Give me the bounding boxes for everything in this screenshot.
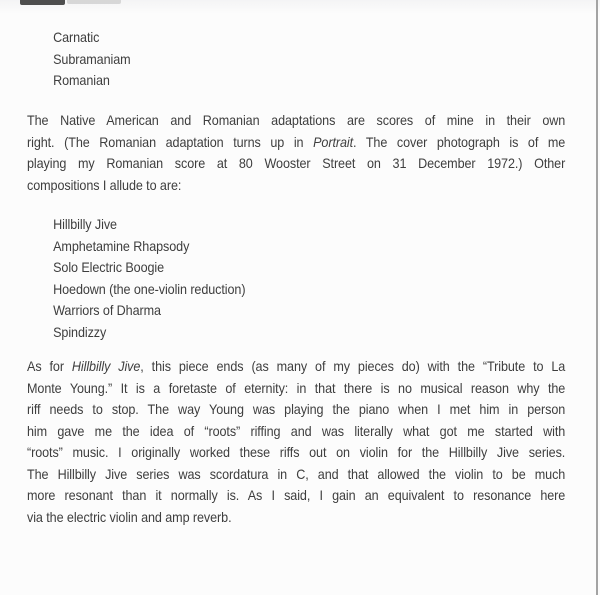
text-segment: The Hillbilly Jive series was scordatura in C, and that allowed the violin to be much (27, 465, 566, 482)
paragraph-hillbilly-jive (27, 356, 565, 528)
text-line (27, 485, 565, 507)
scan-artifact-dark-mark (20, 0, 65, 5)
list-item: Warriors of Dharma (53, 302, 161, 318)
text-line (27, 464, 565, 486)
list-item: Amphetamine Rhapsody (53, 237, 190, 254)
text-segment: compositions I allude to are: (27, 176, 182, 193)
list-item: Hillbilly Jive (53, 216, 117, 232)
text-segment: As for (27, 358, 72, 374)
text-segment: Monte Young.” It is a foretaste of eternity: in that there is no musical reason why the (27, 379, 566, 396)
text-line (27, 153, 565, 175)
text-line (27, 378, 565, 400)
text-segment: via the electric violin and amp reverb. (27, 508, 232, 525)
text-line (27, 175, 565, 197)
text-segment: playing my Romanian score at 80 Wooster Street on 31 December 1972.) Other (27, 155, 566, 171)
scan-artifact-light-mark (67, 0, 121, 4)
text-line (27, 399, 565, 421)
text-line (27, 132, 565, 154)
text-line (27, 421, 565, 443)
text-segment: “roots” music. I originally worked these riffs out on violin for the Hillbilly Jive series. (27, 444, 566, 460)
italic-work-title: Hillbilly Jive (71, 358, 141, 374)
page-edge-line (596, 0, 598, 595)
text-line (27, 110, 565, 132)
text-line (27, 507, 565, 529)
list-item: Romanian (53, 72, 110, 88)
text-segment: riff needs to stop. The way Young was playing the piano when I met him in person (27, 401, 566, 417)
list-item: Spindizzy (53, 323, 107, 340)
italic-work-title: Portrait (313, 133, 354, 150)
text-segment: . The cover photograph is of me (353, 133, 566, 150)
paragraph-adaptations (27, 110, 565, 196)
text-segment: , this piece ends (as many of my pieces do) with the “Tribute to La (140, 358, 566, 374)
text-line (27, 442, 565, 464)
list-item: Subramaniam (53, 50, 131, 67)
list-item: Hoedown (the one-violin reduction) (53, 280, 246, 297)
composition-list (27, 214, 565, 343)
text-segment: him gave me the idea of “roots” riffing and was literally what got me started with (27, 422, 566, 439)
list-item: Solo Electric Boogie (53, 259, 165, 275)
list-item: Carnatic (53, 29, 100, 45)
text-segment: right. (The Romanian adaptation turns up in (27, 133, 314, 150)
text-line (27, 356, 565, 378)
adaptation-list (27, 27, 565, 92)
text-segment: The Native American and Romanian adaptations are scores of mine in their own (27, 112, 566, 128)
text-segment: more resonant than it normally is. As I said, I gain an equivalent to resonance here (27, 487, 566, 503)
